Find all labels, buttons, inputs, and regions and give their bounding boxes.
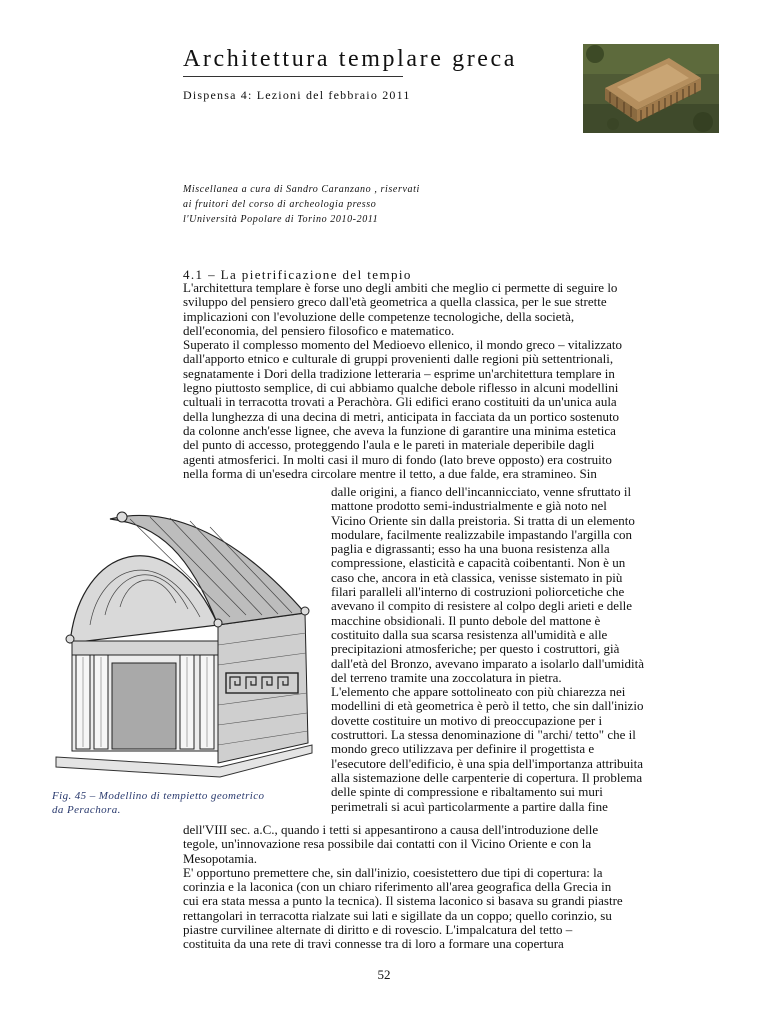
text-line: sviluppo del pensiero greco dall'età geometrica a quella classica, per le sue strette: [183, 294, 607, 310]
text-line: dall'apporto etnico e culturale di gruppi provenienti dalle regioni più settentrionali,: [183, 351, 614, 367]
body-text-bottom: [183, 823, 623, 952]
text-line: Superato il complesso momento del Medioevo ellenico, il mondo greco – vitalizzato: [183, 337, 623, 353]
text-line: avevano il compito di resistere al colpo degli arieti e delle: [331, 598, 633, 614]
page-number: 52: [377, 967, 391, 982]
text-line: modellini di età geometrica è però il tetto, che sin dall'inizio: [331, 698, 644, 714]
text-line: alla sistemazione delle carpenterie di copertura. Il problema: [331, 769, 643, 785]
figure-caption: [52, 789, 264, 817]
text-line: macchine obsidionali. Il punto debole del mattone è: [331, 612, 601, 628]
text-line: E' opportuno premettere che, sin dall'inizio, coesistettero due tipi di copertura: la: [183, 864, 603, 880]
text-line: modulare, facilmente realizzabile impastando l'argilla con: [331, 526, 632, 542]
text-line: del terreno tramite una zoccolatura in pietra.: [331, 669, 562, 685]
caption-line: da Perachora.: [52, 804, 121, 816]
text-line: rettangolari in terracotta rialzate sui lati e sigillate da un coppo; quello corinzio, su: [183, 907, 612, 923]
text-line: nella forma di un'esedra circolare mentre il tetto, a due falde, era stramineo. Sin: [183, 465, 597, 481]
text-line: compressione, elasticità e capacità coibentanti. Non è un: [331, 555, 626, 571]
text-line: corinzia e la laconica (con un chiaro riferimento all'area geografica della Grecia in: [183, 879, 612, 895]
text-line: costruttori. La stessa denominazione di "archi/ tetto" che il: [331, 727, 636, 743]
text-line: implicazioni con l'evoluzione delle competenze tecnologiche, della società,: [183, 308, 575, 324]
text-line: Mesopotamia.: [183, 850, 258, 866]
temple-model-illustration: [50, 505, 315, 780]
text-line: dovette costituire un motivo di preoccupazione per i: [331, 712, 603, 728]
text-line: dall'età del Bronzo, avevano imparato a isolarlo dall'umidità: [331, 655, 644, 671]
text-line: precipitazioni atmosferiche; per questo i costruttori, già: [331, 641, 620, 657]
text-line: l'esecutore dell'edificio, è una spia dell'importanza attribuita: [331, 755, 644, 771]
credits-line: l'Università Popolare di Torino 2010-2011: [183, 214, 379, 225]
text-line: L'elemento che appare sottolineato con più chiarezza nei: [331, 684, 626, 700]
section-heading: 4.1 – La pietrificazione del tempio: [183, 267, 412, 282]
body-text-side: [331, 485, 644, 814]
text-line: dalle origini, a fianco dell'incannicciato, venne sfruttato il: [331, 484, 632, 499]
credits-note: [183, 182, 420, 227]
text-line: mondo greco utilizzava per definire il progettista e: [331, 741, 595, 757]
text-line: perimetrali si acuì particolarmente a partire dalla fine: [331, 798, 608, 814]
credits-line: ai fruitori del corso di archeologia presso: [183, 199, 377, 210]
text-line: L'architettura templare è forse uno degli ambiti che meglio ci permette di seguire lo: [183, 280, 618, 295]
text-line: piastre curvilinee alternate di diritto e di rovescio. L'impalcatura del tetto –: [183, 922, 573, 938]
text-line: costituita da una rete di travi connesse tra di loro a formare una copertura: [183, 936, 564, 952]
text-line: costituito dalla sua scarsa resistenza all'umidità e alle: [331, 626, 608, 642]
text-line: da colonne anch'esse lignee, che aveva la funzione di garantire una minima estetica: [183, 422, 616, 438]
text-line: agenti atmosferici. In molti casi il muro di fondo (lato breve opposto) era costruito: [183, 451, 612, 467]
text-line: Vicino Oriente sin dalla preistoria. Si tratta di un elemento: [331, 512, 635, 528]
document-title: Architettura templare greca: [183, 46, 518, 72]
title-underline: [183, 76, 403, 77]
text-line: filari paralleli all'interno di costruzioni poliorcetiche che: [331, 584, 625, 600]
text-line: legno piuttosto semplice, di cui abbiamo qualche debole riflesso in alcuni modellini: [183, 380, 619, 396]
text-line: della lunghezza di una decina di metri, anticipata in facciata da un portico sostenuto: [183, 408, 620, 424]
body-text-top: [183, 281, 622, 481]
text-line: paglia e digrassanti; esso ha una buona resistenza alla: [331, 541, 610, 557]
text-line: dell'economia, del pensiero filosofico e matematico.: [183, 322, 455, 338]
text-line: tegole, un'innovazione resa possibile dai contatti con il Vicino Oriente e con la: [183, 836, 592, 852]
temple-photo: [583, 44, 719, 133]
text-line: del punto di accesso, proteggendo l'aula e le pareti in materiale deperibile dagli: [183, 437, 595, 453]
text-line: delle spinte di compressione e ribaltamento sui muri: [331, 784, 603, 800]
document-subtitle: Dispensa 4: Lezioni del febbraio 2011: [183, 88, 411, 102]
text-line: segnatamente i Dori della tradizione letteraria – esprime un'architettura templare in: [183, 365, 615, 381]
text-line: cultuali in terracotta trovati a Perachòra. Gli edifici erano costituiti da un'unica aula: [183, 394, 617, 410]
caption-line: Fig. 45 – Modellino di tempietto geometrico: [52, 790, 265, 802]
credits-line: Miscellanea a cura di Sandro Caranzano , riservati: [183, 184, 420, 195]
text-line: cui era stata messa a punto la tecnica). Il sistema laconico si basava su grandi piastre: [183, 893, 623, 909]
text-line: mattone prodotto semi-industrialmente e già noto nel: [331, 498, 607, 514]
text-line: caso che, ancora in età classica, venisse sistemato in più: [331, 569, 623, 585]
text-line: dell'VIII sec. a.C., quando i tetti si appesantirono a causa dell'introduzione delle: [183, 822, 599, 837]
